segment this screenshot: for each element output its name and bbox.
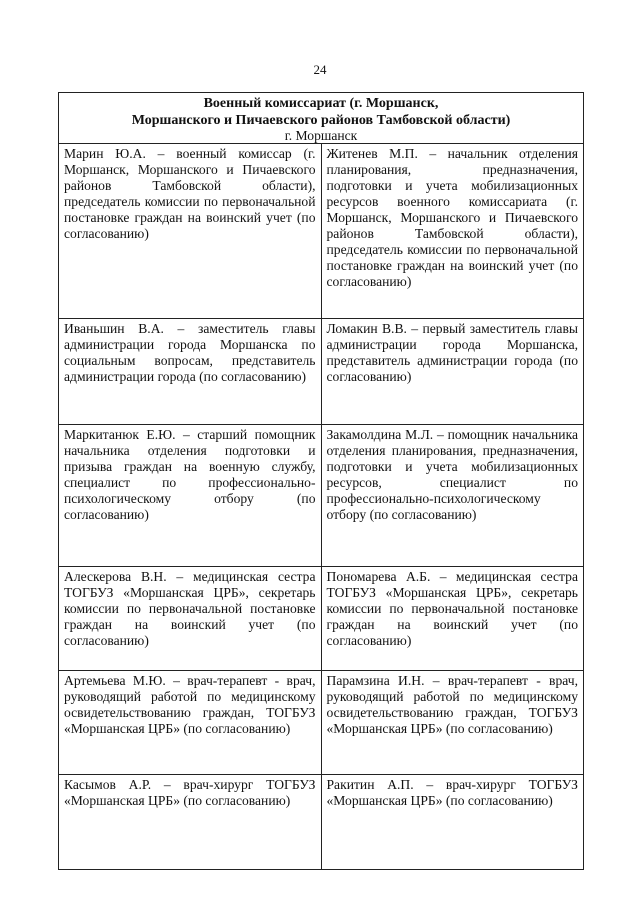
member-cell-left [59, 319, 322, 425]
table-header [59, 93, 584, 144]
member-text: Ломакин В.В. – первый заместитель главы администрации города Моршанска, представитель администрации города (по согласованию) [326, 321, 578, 384]
member-text: Закамолдина М.Л. – помощник начальника отделения планирования, предназначения, подготовки и учета мобилизационных ресурсов, специалист по профессионально-психологическому отбору (по согласованию) [326, 427, 578, 522]
page-number: 24 [313, 62, 327, 77]
member-text: Артемьева М.Ю. – врач-терапевт - врач, руководящий работой по медицинскому освидетельствованию граждан, ТОГБУЗ «Моршанская ЦРБ» (по согласованию) [64, 673, 316, 736]
table-row [59, 567, 584, 671]
table-header-row [59, 93, 584, 144]
member-text: Алескерова В.Н. – медицинская сестра ТОГБУЗ «Моршанская ЦРБ», секретарь комиссии по первоначальной постановке граждан на воинский учет (по согласованию) [64, 569, 316, 648]
member-cell-left [59, 775, 322, 870]
member-cell-left [59, 567, 322, 671]
member-text: Касымов А.Р. – врач-хирург ТОГБУЗ «Моршанская ЦРБ» (по согласованию) [64, 777, 316, 808]
member-cell-left [59, 144, 322, 319]
table-row [59, 775, 584, 870]
member-cell-left [59, 671, 322, 775]
member-text: Пономарева А.Б. – медицинская сестра ТОГБУЗ «Моршанская ЦРБ», секретарь комиссии по первоначальной постановке граждан на воинский учет (по согласованию) [326, 569, 578, 648]
table-row [59, 671, 584, 775]
table-row [59, 144, 584, 319]
header-city: г. Моршанск [284, 128, 358, 143]
member-text: Парамзина И.Н. – врач-терапевт - врач, руководящий работой по медицинскому освидетельствованию граждан, ТОГБУЗ «Моршанская ЦРБ» (по согласованию) [326, 673, 578, 736]
member-cell-right [321, 425, 584, 567]
member-text: Маркитанюк Е.Ю. – старший помощник начальника отделения подготовки и призыва граждан на военную службу, специалист по профессионально-психологическому отбору (по согласованию) [64, 427, 316, 522]
member-text: Марин Ю.А. – военный комиссар (г. Моршанск, Моршанского и Пичаевского районов Тамбовской области), председатель комиссии по первоначальной постановке граждан на воинский учет (по согласованию) [64, 146, 316, 241]
member-text: Житенев М.П. – начальник отделения планирования, предназначения, подготовки и учета мобилизационных ресурсов военного комиссариата (г. Моршанск, Моршанского и Пичаевского районов Тамбовской области), председатель комиссии по первоначальной постановке граждан на воинский учет (по согласованию) [326, 146, 578, 289]
table-row [59, 319, 584, 425]
member-cell-right [321, 671, 584, 775]
member-cell-right [321, 319, 584, 425]
member-text: Иваньшин В.А. – заместитель главы администрации города Моршанска по социальным вопросам, представитель администрации города (по согласованию) [64, 321, 316, 384]
member-cell-left [59, 425, 322, 567]
table-row [59, 425, 584, 567]
header-title-line1: Военный комиссариат (г. Моршанск, [203, 96, 439, 111]
member-text: Ракитин А.П. – врач-хирург ТОГБУЗ «Моршанская ЦРБ» (по согласованию) [326, 777, 578, 808]
header-title-line2: Моршанского и Пичаевского районов Тамбовской области) [131, 113, 511, 128]
member-cell-right [321, 775, 584, 870]
commission-table [58, 92, 584, 870]
member-cell-right [321, 144, 584, 319]
member-cell-right [321, 567, 584, 671]
